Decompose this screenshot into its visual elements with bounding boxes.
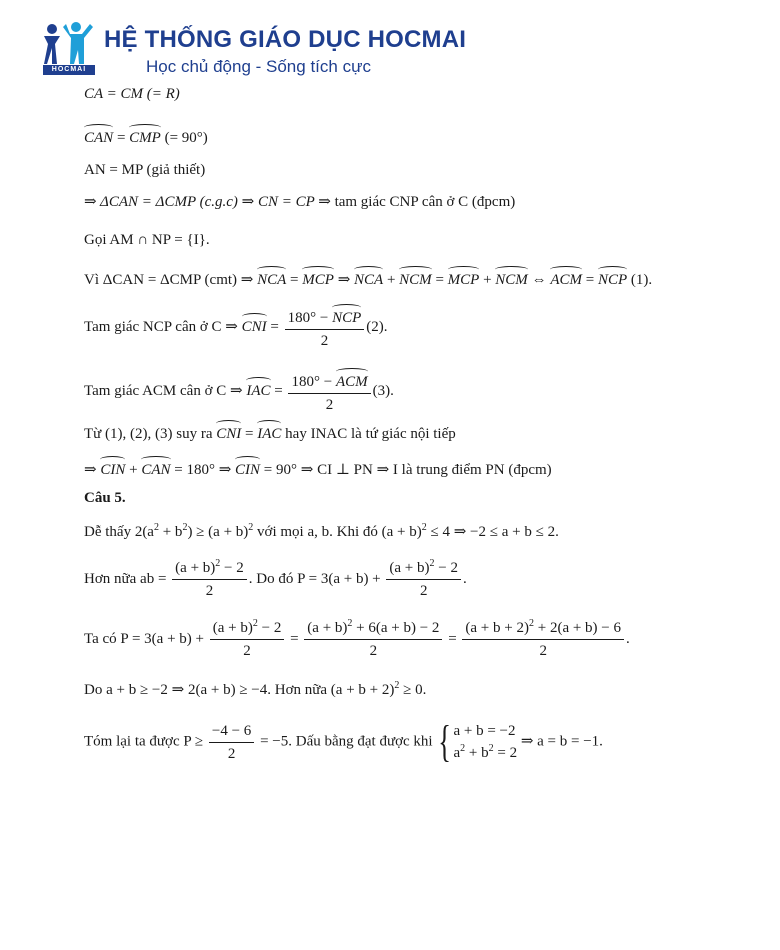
l6-pre: Vì ΔCAN = ΔCMP (cmt) ⇒ (84, 272, 258, 288)
sys2a: a (453, 745, 461, 761)
l14-end: . (626, 630, 630, 647)
sq: 2 (215, 558, 221, 569)
angle-acm: ACM (336, 368, 368, 392)
l9-mid: hay INAC là tứ giác nội tiếp (281, 426, 456, 442)
equation-system (453, 720, 517, 764)
angle-can: CAN (84, 124, 113, 148)
plus: + (383, 272, 400, 288)
left-brace-icon: { (438, 717, 452, 766)
num: 180° − (287, 310, 333, 326)
l16-mid: = −5. Dấu bằng đạt được khi (256, 733, 437, 750)
sq: 2 (460, 743, 466, 754)
num2: − 2 (220, 560, 244, 576)
eq: = (241, 426, 258, 442)
l8-pre: Tam giác ACM cân ở C ⇒ (84, 382, 247, 399)
fraction (288, 368, 370, 415)
eq: = (444, 630, 461, 647)
angle-cmp: CMP (129, 124, 161, 148)
angle-acm: ACM (550, 266, 582, 290)
sq: 2 (488, 743, 494, 754)
eq: = (113, 130, 130, 146)
line-6 (84, 266, 652, 290)
l12-pre: Dễ thấy 2(a (84, 524, 154, 540)
eq: = (431, 272, 448, 288)
fraction (285, 304, 365, 351)
den: 2 (227, 745, 236, 762)
num: (a + b) (307, 620, 348, 636)
l8-end: (3). (372, 382, 394, 399)
num: (a + b) (212, 620, 253, 636)
l10-tail: = 90° ⇒ CI ⊥ PN ⇒ I là trung điểm PN (đpcm) (260, 462, 552, 478)
line-1: CA = CM (= R) (84, 86, 180, 102)
angle-cin: CIN (235, 456, 260, 480)
sq: 2 (394, 680, 400, 691)
line-3: AN = MP (giả thiết) (84, 162, 206, 178)
fraction (304, 618, 442, 661)
l7-end: (2). (366, 318, 388, 335)
sys-line-2 (453, 742, 517, 764)
eq: = (266, 318, 283, 335)
l13-mid: . Do đó P = 3(a + b) + (248, 570, 385, 587)
angle-nca: NCA (257, 266, 286, 290)
l2-post: (= 90°) (160, 130, 208, 146)
line-8 (84, 368, 394, 415)
l13-pre: Hơn nữa ab = (84, 570, 171, 587)
line-7 (84, 304, 388, 351)
angle-iac: IAC (246, 377, 270, 401)
imp: ⇒ (333, 272, 355, 288)
iff: ⇔ (527, 272, 551, 288)
l14-pre: Ta có P = 3(a + b) + (84, 630, 208, 647)
den: 2 (539, 643, 547, 659)
l15-end: ≥ 0. (399, 682, 427, 698)
num2: + 6(a + b) − 2 (352, 620, 440, 636)
sq: 2 (153, 522, 159, 533)
eq: = (581, 272, 598, 288)
eq: = (286, 630, 303, 647)
sq: 2 (421, 522, 427, 533)
l7-pre: Tam giác NCP cân ở C ⇒ (84, 318, 242, 335)
eq: = (286, 272, 303, 288)
plus: + (125, 462, 142, 478)
fraction (386, 558, 461, 601)
den: 2 (243, 643, 251, 659)
fraction (210, 618, 285, 661)
den: 2 (205, 583, 214, 599)
l10-end: = 180° ⇒ (170, 462, 236, 478)
line-4 (84, 192, 515, 212)
angle-ncm: NCM (495, 266, 528, 290)
l4-b: tam giác CNP cân ở C (đpcm) (334, 194, 516, 210)
l16-pre: Tóm lại ta được P ≥ (84, 733, 207, 750)
den: 2 (369, 643, 378, 659)
line-15 (84, 680, 426, 700)
num: (a + b + 2) (465, 620, 529, 636)
hocmai-logo (40, 22, 98, 78)
sys-line-1: a + b = −2 (453, 723, 516, 739)
angle-ncp: NCP (332, 304, 361, 328)
den: 2 (325, 397, 334, 413)
l12-c: ≤ 4 ⇒ −2 ≤ a + b ≤ 2. (426, 524, 559, 540)
angle-cni: CNI (216, 420, 241, 444)
brand-title: HỆ THỐNG GIÁO DỤC HOCMAI (104, 26, 467, 53)
angle-ncp: NCP (598, 266, 627, 290)
l13-end: . (462, 570, 467, 587)
brand-slogan: Học chủ động - Sống tích cực (146, 57, 371, 76)
l6-end: (1). (627, 272, 653, 288)
l16-end: ⇒ a = b = −1. (517, 733, 603, 750)
line-16 (84, 717, 603, 766)
angle-cni: CNI (242, 313, 267, 337)
den: 2 (320, 333, 329, 349)
l12-b: với mọi a, b. Khi đó (a + b) (253, 524, 422, 540)
num: 180° − (291, 374, 336, 390)
angle-cin: CIN (100, 456, 125, 480)
l15-pre: Do a + b ≥ −2 ⇒ 2(a + b) ≥ −4. Hơn nữa (a + b + 2) (84, 682, 395, 698)
fraction (172, 558, 247, 601)
angle-ncm: NCM (399, 266, 432, 290)
num: −4 − 6 (209, 721, 254, 743)
sq: 2 (347, 618, 353, 629)
num: (a + b) (389, 560, 430, 576)
l12-mid2: ) ≥ (a + b) (187, 524, 249, 540)
sq: 2 (182, 522, 188, 533)
num: (a + b) (175, 560, 216, 576)
line-13 (84, 558, 467, 601)
line-12 (84, 522, 559, 542)
fraction (462, 618, 624, 661)
line-2 (84, 124, 208, 148)
sys2b: + b (465, 745, 489, 761)
l4-a: ⇒ ΔCAN = ΔCMP (c.g.c) ⇒ CN = CP ⇒ (84, 194, 335, 210)
num2: − 2 (434, 560, 458, 576)
sq: 2 (248, 522, 254, 533)
angle-mcp: MCP (302, 266, 334, 290)
den: 2 (419, 583, 428, 599)
angle-mcp: MCP (448, 266, 480, 290)
line-14 (84, 618, 630, 661)
section-cau-5: Câu 5. (84, 490, 126, 506)
plus: + (479, 272, 496, 288)
sq: 2 (252, 618, 258, 629)
sq: 2 (429, 558, 435, 569)
angle-can: CAN (141, 456, 170, 480)
line-5: Gọi AM ∩ NP = {I}. (84, 232, 210, 248)
line-10 (84, 456, 552, 480)
logo-figures-icon (40, 22, 98, 66)
line-9 (84, 420, 456, 444)
eq: = (270, 382, 287, 399)
angle-nca: NCA (354, 266, 383, 290)
logo-text: HOCMAI (43, 65, 95, 75)
sys2c: = 2 (493, 745, 518, 761)
num2: + 2(a + b) − 6 (533, 620, 622, 636)
imp: ⇒ (84, 462, 101, 478)
sq: 2 (528, 618, 534, 629)
num2: − 2 (257, 620, 282, 636)
angle-iac: IAC (257, 420, 281, 444)
l12-mid: + b (158, 524, 183, 540)
page-header (40, 22, 740, 78)
fraction (209, 721, 254, 764)
l9-pre: Từ (1), (2), (3) suy ra (84, 426, 217, 442)
